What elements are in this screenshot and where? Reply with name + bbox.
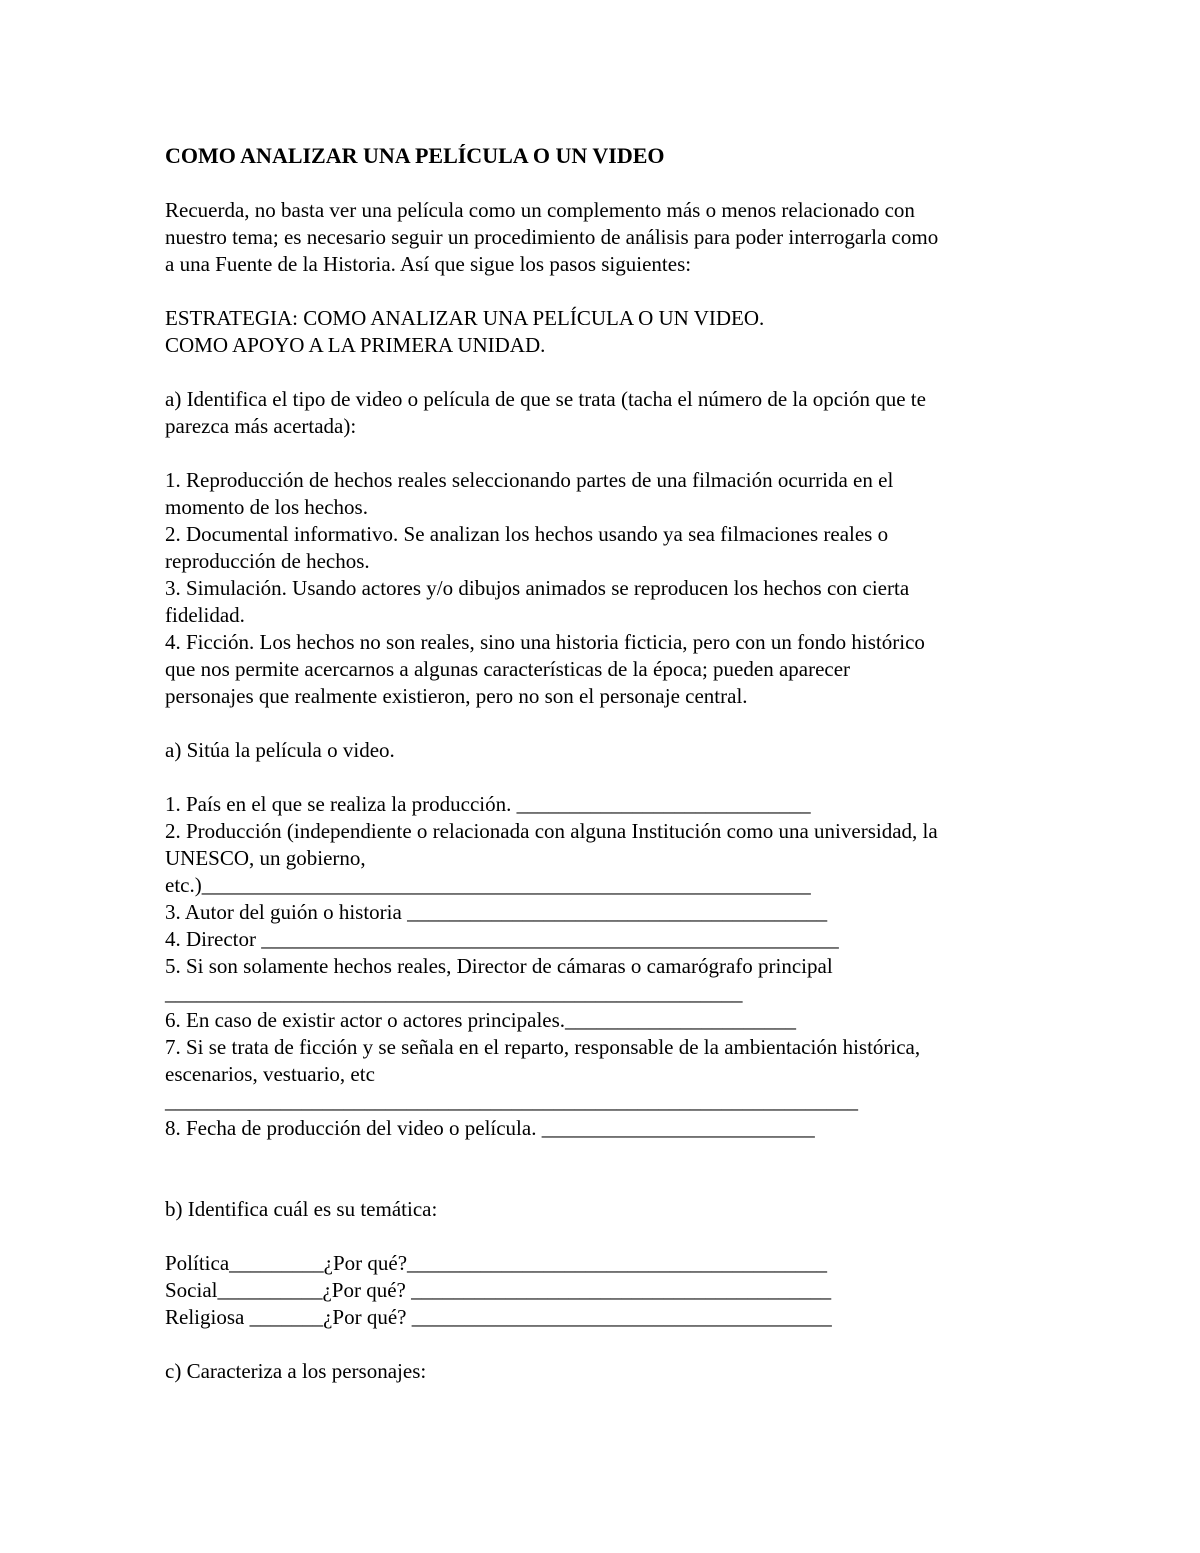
document-content [165,141,1045,1412]
section-a-options [165,467,1045,710]
intro-line: nuestro tema; es necesario seguir un procedimiento de análisis para poder interrogarla como [165,225,939,249]
section-a-heading [165,386,1045,440]
theme-line-politica: Política_________¿Por qué?________________________________________ [165,1251,828,1275]
option-line: fidelidad. [165,603,245,627]
section-a-heading-line: a) Identifica el tipo de video o película de que se trata (tacha el número de la opción que te [165,387,926,411]
option-line: 3. Simulación. Usando actores y/o dibujos animados se reproducen los hechos con cierta [165,576,910,600]
section-b-heading-line: b) Identifica cuál es su temática: [165,1197,438,1221]
intro-line: Recuerda, no basta ver una película como un complemento más o menos relacionado con [165,198,915,222]
fill-in-line: escenarios, vestuario, etc [165,1062,375,1086]
fill-in-line: _______________________________________________________ [165,981,743,1005]
fill-in-line: 2. Producción (independiente o relacionada con alguna Institución como una universidad, la [165,819,938,843]
fill-in-line: 5. Si son solamente hechos reales, Director de cámaras o camarógrafo principal [165,954,833,978]
document-title: COMO ANALIZAR UNA PELÍCULA O UN VIDEO [165,143,665,168]
fill-in-line: 7. Si se trata de ficción y se señala en el reparto, responsable de la ambientación histórica, [165,1035,921,1059]
option-line: 4. Ficción. Los hechos no son reales, sino una historia ficticia, pero con un fondo histórico [165,630,925,654]
strategy-line: ESTRATEGIA: COMO ANALIZAR UNA PELÍCULA O UN VIDEO. [165,306,765,330]
section-a2-items [165,791,1045,1142]
section-b-heading [165,1196,1045,1223]
option-line: reproducción de hechos. [165,549,370,573]
fill-in-line: 8. Fecha de producción del video o película. __________________________ [165,1116,815,1140]
option-line: momento de los hechos. [165,495,368,519]
intro-line: a una Fuente de la Historia. Así que sigue los pasos siguientes: [165,252,692,276]
section-b-items [165,1250,1045,1331]
strategy-block [165,305,1045,359]
theme-line-religiosa: Religiosa _______¿Por qué? ________________________________________ [165,1305,832,1329]
option-line: personajes que realmente existieron, pero no son el personaje central. [165,684,748,708]
section-c-heading [165,1358,1045,1385]
fill-in-line: 1. País en el que se realiza la producción. ____________________________ [165,792,811,816]
section-a2-heading [165,737,1045,764]
option-line: que nos permite acercarnos a algunas características de la época; pueden aparecer [165,657,851,681]
intro-paragraph [165,197,1045,278]
fill-in-line: etc.)__________________________________________________________ [165,873,811,897]
section-a2-heading-line: a) Sitúa la película o video. [165,738,395,762]
option-line: 1. Reproducción de hechos reales seleccionando partes de una filmación ocurrida en el [165,468,894,492]
fill-in-line: 3. Autor del guión o historia ________________________________________ [165,900,828,924]
strategy-line: COMO APOYO A LA PRIMERA UNIDAD. [165,333,546,357]
section-c-heading-line: c) Caracteriza a los personajes: [165,1359,427,1383]
theme-line-social: Social__________¿Por qué? ________________________________________ [165,1278,832,1302]
fill-in-line: __________________________________________________________________ [165,1089,858,1113]
fill-in-line: UNESCO, un gobierno, [165,846,366,870]
fill-in-line: 4. Director _______________________________________________________ [165,927,839,951]
option-line: 2. Documental informativo. Se analizan los hechos usando ya sea filmaciones reales o [165,522,889,546]
section-a-heading-line: parezca más acertada): [165,414,357,438]
fill-in-line: 6. En caso de existir actor o actores principales.______________________ [165,1008,797,1032]
